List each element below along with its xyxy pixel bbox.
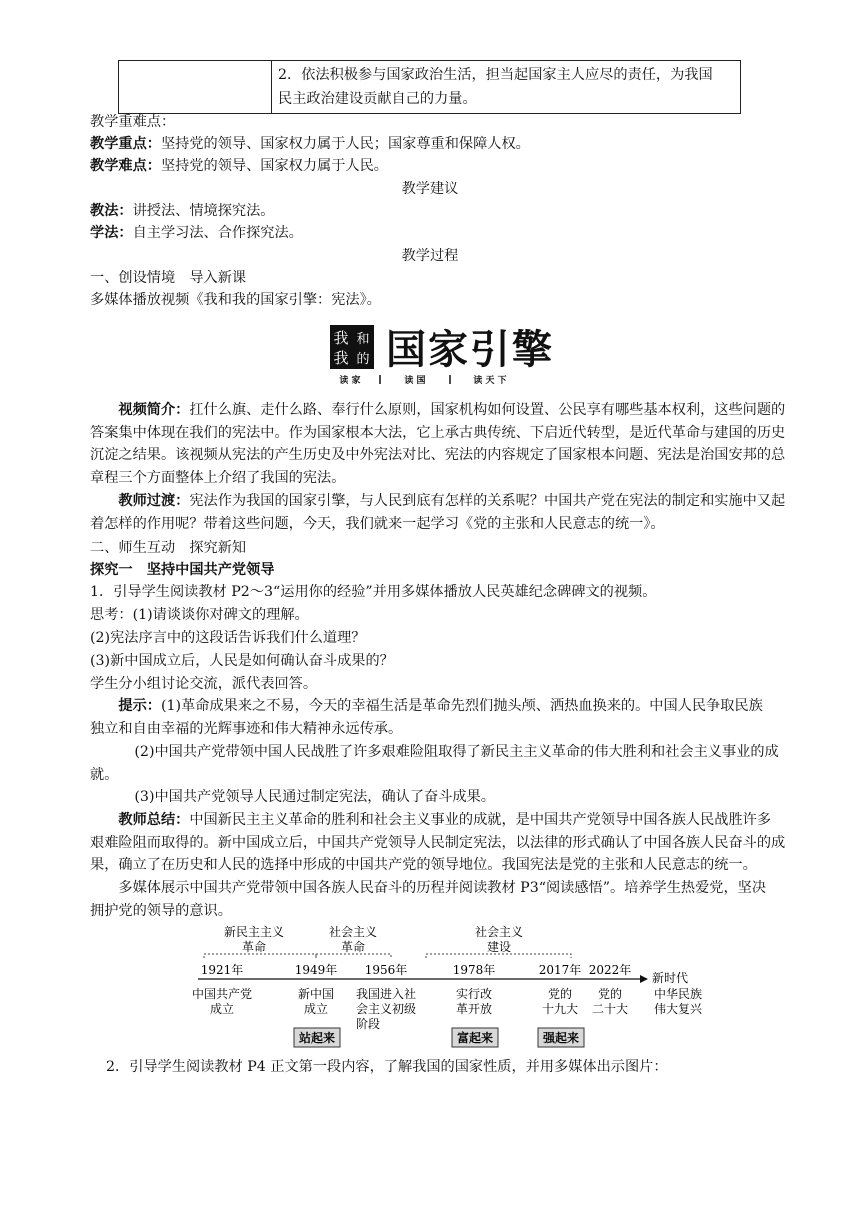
period-label: 革命 (340, 940, 366, 954)
key-difficulty-line (90, 155, 802, 177)
transition-line: 着怎样的作用呢？带着这些问题，今天，我们就来一起学习《党的主张和人民意志的统一》。 (90, 515, 665, 532)
logo-tagline-2: 读 国 (404, 376, 426, 386)
bracket-socialist-revolution (316, 954, 391, 958)
period-label: 社会主义 (328, 925, 378, 939)
year-label: 1949年 (294, 963, 338, 977)
suggestions-title: 教学建议 (401, 181, 459, 197)
hint-line: (3)中国共产党领导人民通过制定宪法，确认了奋斗成果。 (134, 789, 495, 805)
event-label: 伟大复兴 (653, 1002, 703, 1016)
objective-line: 2．依法积极参与国家政治生活，担当起国家主人应尽的责任，为我国 (278, 67, 713, 83)
teach-text: 讲授法、情境探究法。 (132, 203, 275, 219)
seal-char-4: 的 (356, 352, 370, 367)
think-line (90, 604, 802, 626)
question-1: (1)请谈谈你对碑文的理解。 (132, 607, 309, 623)
hint-line (90, 695, 802, 718)
teach-label: 教法： (90, 203, 133, 219)
table-row (119, 61, 741, 114)
process-title: 教学过程 (401, 248, 459, 264)
video-intro-label: 视频简介： (118, 402, 190, 418)
hint-paragraph-3 (106, 786, 802, 809)
difficulty-text: 坚持党的领导、国家权力属于人民。 (160, 158, 388, 174)
key-focus-line (90, 133, 802, 155)
video-intro-line: 章程三个方面整体上介绍了我国的宪法。 (90, 469, 346, 486)
event-label: 实行改 (455, 987, 493, 1001)
seal-char-1: 我 (333, 329, 349, 347)
item1-text: 1．引导学生阅读教材 P2～3“运用你的经验”并用多媒体播放人民英雄纪念碑碑文的视频。 (90, 584, 657, 600)
question-2: (2)宪法序言中的这段话告诉我们什么道理？ (90, 630, 366, 646)
period-brackets (204, 954, 571, 958)
hint-paragraph-1 (90, 695, 802, 740)
event-label: 阶段 (355, 1017, 381, 1031)
teach-method-line (90, 200, 802, 222)
period-label: 新民主主义 (223, 925, 285, 939)
video-intro-line: 答案集中体现在我们的宪法中。作为国家根本大法，它上承古典传统、下启近代转型，是近代革命与建国的历史 (90, 424, 786, 441)
event-label: 党的 (547, 987, 573, 1001)
period-label: 革命 (241, 940, 267, 954)
focus-text: 坚持党的领导、国家权力属于人民；国家尊重和保障人权。 (160, 136, 530, 152)
hint-label: 提示： (118, 698, 161, 714)
hint-line: (2)中国共产党带领中国人民战胜了许多艰难险阻取得了新民主主义革命的伟大胜利和社会主义事业的成 (134, 744, 779, 760)
logo-tagline-3: 读 天 下 (473, 376, 507, 386)
video-intro-line: 沉淀之结果。该视频从宪法的产生历史及中外宪法对比、宪法的内容规定了国家根本问题、宪法是治国安邦的总 (90, 447, 786, 464)
think-label: 思考： (90, 607, 133, 623)
question-3: (3)新中国成立后，人民是如何确认奋斗成果的？ (90, 653, 394, 669)
seal-char-2: 和 (356, 332, 370, 347)
learn-text: 自主学习法、合作探究法。 (132, 225, 303, 241)
seal-char-3: 我 (333, 349, 349, 367)
explore1-title-text: 探究一 坚持中国共产党领导 (90, 562, 275, 578)
hint-line: 就。 (90, 766, 119, 783)
logo-title: 国家引擎 (386, 327, 554, 373)
hint-line: 独立和自由幸福的光辉事迹和伟大精神永远传承。 (90, 720, 403, 737)
difficulty-label: 教学难点： (90, 158, 161, 174)
summary-text: 中国新民主主义革命的胜利和社会主义事业的成就，是中国共产党领导中国各族人民战胜许多 (189, 812, 772, 828)
event-label: 革开放 (455, 1002, 493, 1016)
objective-line: 民主政治建设贡献自己的力量。 (278, 91, 477, 107)
learn-label: 学法： (90, 225, 133, 241)
hint-paragraph-2 (90, 741, 802, 786)
show-paragraph (90, 877, 802, 922)
event-label: 二十大 (591, 1002, 629, 1016)
hint-text: (1)革命成果来之不易，今天的幸福生活是革命先烈们抛头颅、洒热血换来的。中国人民争取民族 (160, 698, 763, 714)
summary-line (90, 809, 802, 832)
event-label: 会主义初级 (355, 1002, 417, 1016)
program-logo (330, 323, 565, 387)
logo-graphic (330, 323, 565, 387)
event-label: 新中国 (297, 987, 335, 1001)
period-label: 社会主义 (474, 925, 524, 939)
summary-line: 果，确立了在历史和人民的选择中形成的中国共产党的领导地位。我国宪法是党的主张和人民意志的统一。 (90, 857, 757, 874)
stage-label: 强起来 (542, 1031, 580, 1045)
transition-text: 宪法作为我国的国家引擎，与人民到底有怎样的关系呢？中国共产党在宪法的制定和实施中又起 (189, 493, 786, 509)
table-cell-objective (272, 61, 741, 114)
summary-label: 教师总结： (118, 812, 190, 828)
stage-label: 富起来 (456, 1031, 494, 1045)
event-label: 十九大 (541, 1002, 579, 1016)
step1-heading: 一、创设情境 导入新课 (90, 270, 247, 286)
period-label: 建设 (486, 940, 512, 954)
summary-paragraph (90, 809, 802, 877)
transition-line (90, 490, 802, 513)
video-intro-paragraph (90, 399, 802, 489)
bracket-socialist-construction (426, 954, 571, 958)
explore1-title (90, 559, 802, 581)
year-label: 1956年 (364, 963, 408, 977)
show-line: 多媒体展示中国共产党带领中国各族人民奋斗的历程并阅读教材 P3“阅读感悟”。培养学生热爱党，坚决 (118, 880, 767, 896)
focus-label: 教学重点： (90, 136, 161, 152)
year-label: 1921年 (200, 963, 244, 977)
video-intro-text: 扛什么旗、走什么路、奉行什么原则，国家机构如何设置、公民享有哪些基本权利，这些问题的 (189, 402, 786, 418)
table-cell-empty (119, 61, 272, 114)
transition-label: 教师过渡： (118, 493, 190, 509)
stage-label: 站起来 (298, 1031, 336, 1045)
timeline-graphic (186, 920, 726, 1060)
event-label: 我国进入社 (355, 987, 417, 1001)
year-label: 2017年 (538, 963, 582, 977)
event-label: 成立 (209, 1002, 235, 1016)
objectives-table (118, 60, 741, 114)
show-line: 拥护党的领导的意识。 (90, 902, 232, 919)
group-discussion: 学生分小组讨论交流，派代表回答。 (90, 676, 318, 692)
timeline-arrowhead (640, 975, 648, 983)
step2-heading: 二、师生互动 探究新知 (90, 540, 247, 556)
history-timeline (186, 920, 726, 1060)
arrow-label: 新时代 (652, 971, 689, 985)
event-label: 中华民族 (653, 987, 703, 1001)
event-label: 中国共产党 (191, 987, 253, 1001)
step1-text: 多媒体播放视频《我和我的国家引擎：宪法》。 (90, 292, 381, 308)
item2-text: 2．引导学生阅读教材 P4 正文第一段内容，了解我国的国家性质，并用多媒体出示图片： (106, 1059, 668, 1075)
event-label: 党的 (597, 987, 623, 1001)
key-points-heading: 教学重难点： (90, 114, 176, 130)
event-label: 成立 (303, 1002, 329, 1016)
year-label: 1978年 (452, 963, 496, 977)
learn-method-line (90, 222, 802, 244)
transition-paragraph (90, 490, 802, 535)
summary-line: 艰难险阻而取得的。新中国成立后，中国共产党领导人民制定宪法，以法律的形式确认了中国各族人民奋斗的成 (90, 834, 786, 851)
logo-tagline-1: 读 家 (339, 376, 361, 386)
video-intro-line (90, 399, 802, 422)
bracket-new-democratic (204, 954, 316, 958)
year-label: 2022年 (588, 963, 632, 977)
